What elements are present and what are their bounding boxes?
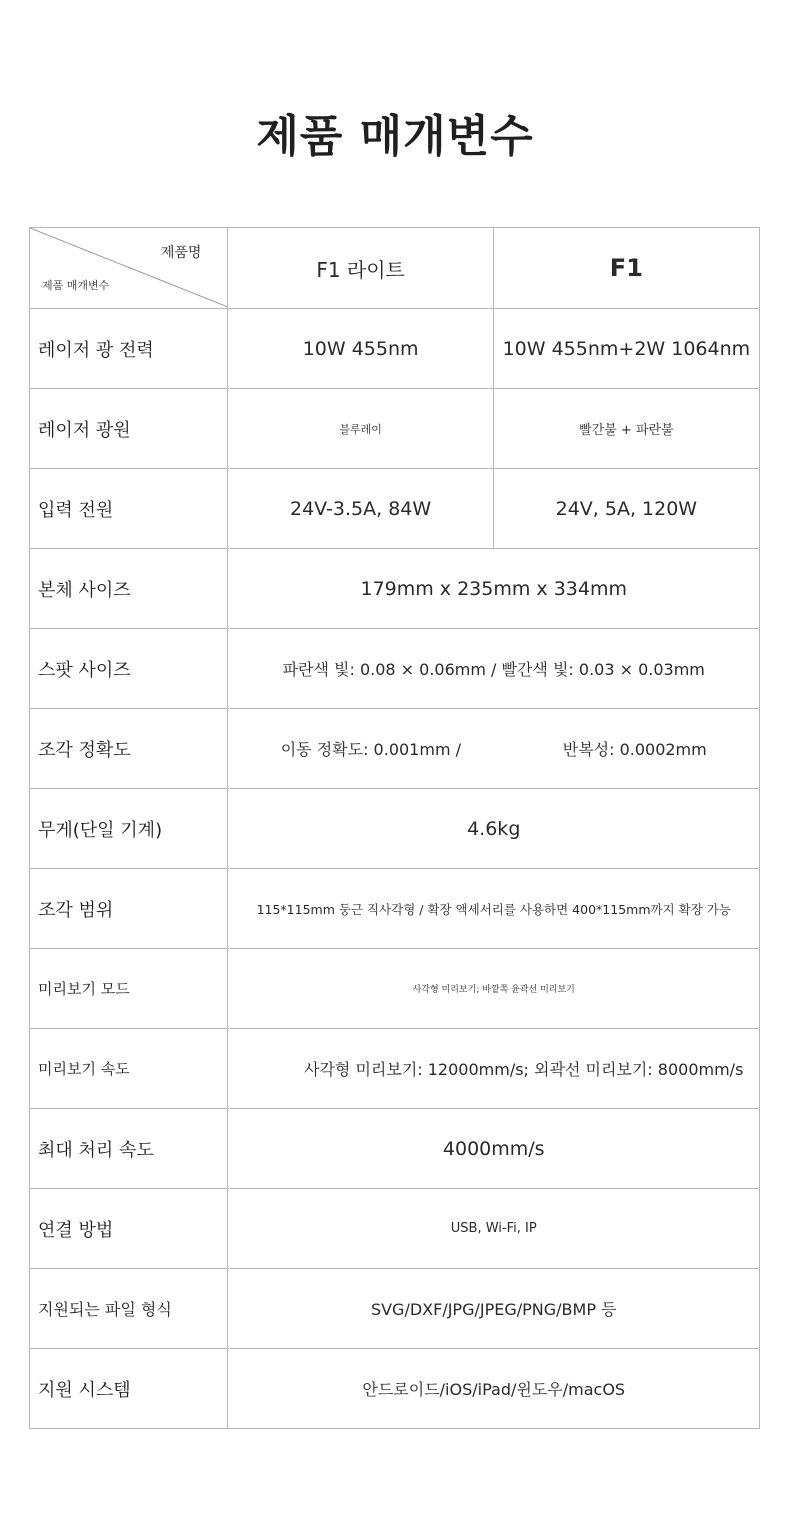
- value-f1: 10W 455nm+2W 1064nm: [493, 309, 759, 388]
- value-shared: 사각형 미리보기; 바깥쪽 윤곽선 미리보기: [227, 949, 759, 1028]
- table-row: [30, 388, 759, 468]
- table-row: [30, 1108, 759, 1188]
- table-row: [30, 948, 759, 1028]
- value-f1-lite: 24V-3.5A, 84W: [227, 469, 492, 548]
- table-row: [30, 1348, 759, 1428]
- value-shared: 안드로이드/iOS/iPad/윈도우/macOS: [227, 1349, 759, 1428]
- table-row: [30, 308, 759, 388]
- row-label: 입력 전원: [38, 499, 114, 521]
- value-shared: 4000mm/s: [227, 1109, 759, 1188]
- row-label: 레이저 광원: [38, 419, 131, 441]
- value-f1: 빨간불 + 파란불: [493, 389, 759, 468]
- value-shared: 179mm x 235mm x 334mm: [227, 549, 759, 628]
- row-label: 레이저 광 전력: [38, 339, 154, 361]
- table-row: [30, 868, 759, 948]
- value-shared: SVG/DXF/JPG/JPEG/PNG/BMP 등: [227, 1269, 759, 1348]
- value-f1: 24V, 5A, 120W: [493, 469, 759, 548]
- diagonal-divider: [30, 228, 228, 307]
- table-row: [30, 788, 759, 868]
- spec-table: [29, 227, 760, 1429]
- value-shared: 사각형 미리보기: 12000mm/s; 외곽선 미리보기: 8000mm/s: [227, 1029, 759, 1108]
- value-f1-lite: 10W 455nm: [227, 309, 492, 388]
- row-label: 스팟 사이즈: [38, 659, 131, 681]
- table-header-row: [30, 228, 759, 308]
- value-shared: 4.6kg: [227, 789, 759, 868]
- row-label: 지원 시스템: [38, 1379, 131, 1401]
- value-shared: 파란색 빛: 0.08 × 0.06mm / 빨간색 빛: 0.03 × 0.03mm: [227, 629, 759, 708]
- value-f1-lite: 블루레이: [227, 389, 492, 468]
- row-label: 최대 처리 속도: [38, 1139, 154, 1161]
- row-label: 미리보기 속도: [38, 1060, 130, 1078]
- table-row: [30, 548, 759, 628]
- value-shared: USB, Wi-Fi, IP: [227, 1189, 759, 1268]
- header-col-f1-lite: F1 라이트: [227, 228, 492, 308]
- value-shared: 115*115mm 둥근 직사각형 / 확장 액세서리를 사용하면 400*115mm까지 확장 가능: [227, 869, 759, 948]
- header-diagonal-cell: [30, 228, 227, 307]
- row-label: 지원되는 파일 형식: [38, 1300, 172, 1319]
- table-row: [30, 708, 759, 788]
- header-product-label: 제품명: [160, 245, 202, 261]
- row-label: 미리보기 모드: [38, 980, 130, 998]
- table-row: [30, 628, 759, 708]
- row-label: 본체 사이즈: [38, 579, 131, 601]
- table-row: [30, 468, 759, 548]
- value-shared: 이동 정확도: 0.001mm / 반복성: 0.0002mm: [227, 709, 759, 788]
- row-label: 무게(단일 기계): [38, 819, 163, 841]
- header-col-f1: F1: [493, 228, 759, 308]
- table-row: [30, 1188, 759, 1268]
- table-row: [30, 1268, 759, 1348]
- row-label: 연결 방법: [38, 1219, 114, 1241]
- row-label: 조각 범위: [38, 899, 114, 921]
- header-param-label: 제품 매개변수: [42, 279, 110, 292]
- page-title: 제품 매개변수: [256, 111, 534, 162]
- row-label: 조각 정확도: [38, 739, 131, 761]
- table-row: [30, 1028, 759, 1108]
